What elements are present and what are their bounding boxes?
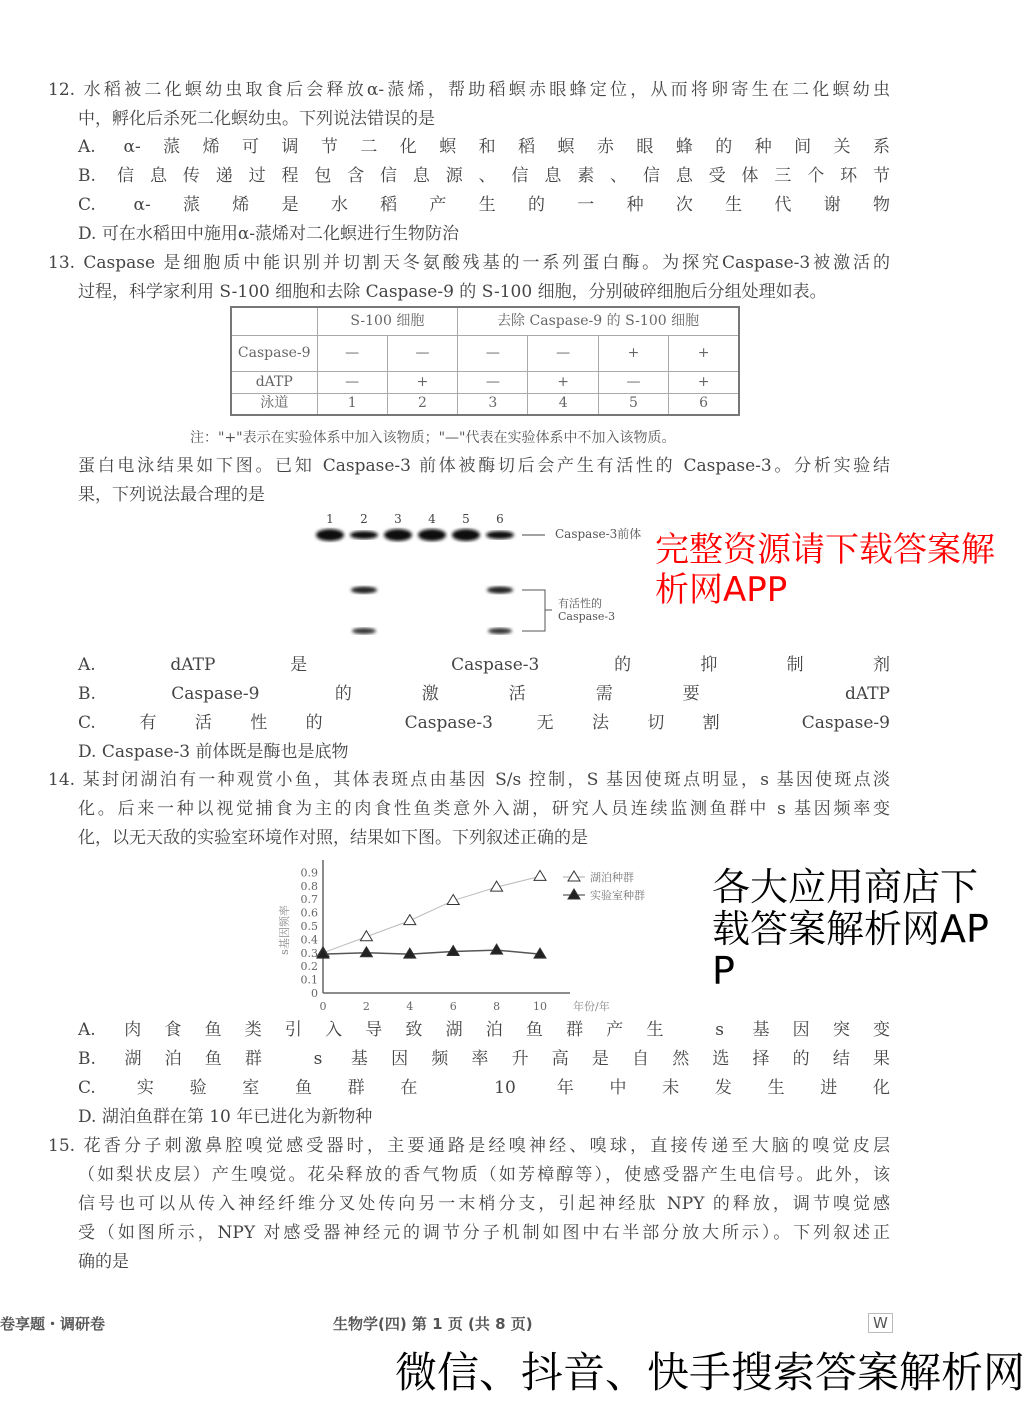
- x-tick-label: 2: [362, 1000, 370, 1013]
- table-note: 注："+"表示在实验体系中加入该物质；"—"代表在实验体系中不加入该物质。: [190, 430, 676, 446]
- row-label: 泳道: [231, 393, 317, 415]
- table-corner: [231, 307, 317, 335]
- lane-number: 6: [496, 512, 504, 526]
- y-tick-label: 0.7: [300, 893, 318, 907]
- data-point: [404, 915, 416, 925]
- question-14-option: A. 肉食鱼类引入导致湖泊鱼群产生 s 基因突变: [78, 1020, 890, 1040]
- lane-number: 5: [462, 512, 470, 526]
- watermark-center: 完整资源请下载答案解析网APP: [655, 530, 995, 610]
- table-cell: —: [387, 335, 457, 371]
- question-13-continuation: 蛋白电泳结果如下图。已知 Caspase-3 前体被酶切后会产生有活性的 Caspase-3。分析实验结: [78, 456, 890, 476]
- table-header-removed: 去除 Caspase-9 的 S-100 细胞: [458, 307, 739, 335]
- x-axis-label: 年份/年: [573, 1000, 610, 1013]
- legend-label: 湖泊种群: [590, 871, 634, 884]
- question-15-text: 确的是: [78, 1252, 129, 1272]
- table-cell: +: [669, 371, 739, 393]
- question-12-option: A. α-蒎烯可调节二化螟和稻螟赤眼蜂的种间关系: [78, 137, 890, 157]
- question-13-text: 13. Caspase 是细胞质中能识别并切割天冬氨酸残基的一系列蛋白酶。为探究Caspase-3被激活的: [48, 253, 890, 273]
- lane-number: 1: [326, 512, 334, 526]
- question-12-text: 12. 水稻被二化螟幼虫取食后会释放α-蒎烯，帮助稻螟赤眼蜂定位，从而将卵寄生在二化螟幼虫: [48, 80, 890, 100]
- precursor-band: [418, 529, 446, 541]
- active-bracket: [522, 590, 552, 631]
- table-cell: +: [669, 335, 739, 371]
- watermark-top-left: 各大应用商店下载答案解析网APP: [712, 865, 989, 993]
- lane-number: 3: [394, 512, 402, 526]
- table-row: [231, 335, 739, 371]
- question-13-option: C. 有活性的 Caspase-3 无法切割 Caspase-9: [78, 713, 890, 733]
- precursor-band: [452, 529, 480, 541]
- precursor-band: [486, 531, 514, 539]
- legend-marker: [568, 889, 580, 899]
- question-12-option: D. 可在水稻田中施用α-蒎烯对二化螟进行生物防治: [78, 224, 460, 244]
- x-tick-label: 8: [493, 1000, 501, 1013]
- question-12-option: C. α-蒎烯是水稻产生的一种次生代谢物: [78, 195, 890, 215]
- data-point: [534, 870, 546, 880]
- table-header-row: [231, 307, 739, 335]
- question-15-text: 受（如图所示，NPY 对感受器神经元的调节分子机制如图中右半部分放大所示）。下列叙述正: [78, 1223, 890, 1243]
- table-cell: 3: [458, 393, 528, 415]
- table-cell: —: [598, 371, 668, 393]
- x-tick-label: 10: [533, 1000, 547, 1013]
- data-point: [360, 931, 372, 941]
- y-tick-label: 0.6: [300, 906, 318, 920]
- table-cell: —: [317, 371, 387, 393]
- active-band-lower: [488, 628, 512, 634]
- question-14-option: C. 实验室鱼群在 10 年中未发生进化: [78, 1078, 890, 1098]
- legend-label: 实验室种群: [590, 889, 645, 902]
- table-cell: 2: [387, 393, 457, 415]
- x-tick-label: 4: [406, 1000, 414, 1013]
- y-tick-label: 0.3: [300, 946, 318, 960]
- table-cell: +: [387, 371, 457, 393]
- question-14-text: 14. 某封闭湖泊有一种观赏小鱼，其体表斑点由基因 S/s 控制，S 基因使斑点明显，s 基因使斑点淡: [48, 770, 890, 790]
- question-14-option: B. 湖泊鱼群 s 基因频率升高是自然选择的结果: [78, 1049, 890, 1069]
- lane-number: 2: [360, 512, 368, 526]
- question-13-option: B. Caspase-9 的激活需要 dATP: [78, 684, 890, 704]
- row-label: Caspase-9: [231, 335, 317, 371]
- table-cell: —: [528, 335, 598, 371]
- table-cell: +: [598, 335, 668, 371]
- table-cell: 6: [669, 393, 739, 415]
- precursor-band: [384, 529, 412, 541]
- y-tick-label: 0.4: [300, 933, 318, 947]
- lane-number: 4: [428, 512, 436, 526]
- y-tick-label: 0: [311, 987, 318, 1000]
- question-14-option: D. 湖泊鱼群在第 10 年已进化为新物种: [78, 1107, 373, 1127]
- y-axis-label: s基因频率: [278, 905, 291, 955]
- data-point: [491, 944, 503, 954]
- active-band-lower: [352, 628, 376, 634]
- question-13-option: D. Caspase-3 前体既是酶也是底物: [78, 742, 349, 762]
- table-cell: 1: [317, 393, 387, 415]
- table-cell: —: [458, 371, 528, 393]
- y-tick-label: 0.8: [300, 879, 318, 893]
- precursor-band: [316, 529, 344, 541]
- experiment-table: [230, 306, 740, 416]
- question-14-text: 化，以无天敌的实验室环境作对照，结果如下图。下列叙述正确的是: [78, 828, 588, 848]
- y-tick-label: 0.1: [300, 973, 318, 987]
- table-row: [231, 393, 739, 415]
- question-13-text: 过程，科学家利用 S-100 细胞和去除 Caspase-9 的 S-100 细胞，分别破碎细胞后分组处理如表。: [78, 282, 827, 302]
- question-14-text: 化。后来一种以视觉捕食为主的肉食性鱼类意外入湖，研究人员连续监测鱼群中 s 基因频率变: [78, 799, 890, 819]
- footer-page: 生物学(四) 第 1 页 (共 8 页): [333, 1315, 533, 1333]
- table-cell: 5: [598, 393, 668, 415]
- precursor-band: [350, 531, 378, 539]
- data-point: [447, 945, 459, 955]
- question-13-continuation: 果，下列说法最合理的是: [78, 485, 265, 505]
- question-13-option: A. dATP 是 Caspase-3 的抑制剂: [78, 655, 890, 675]
- active-label: 有活性的Caspase-3: [558, 597, 616, 623]
- table-cell: —: [317, 335, 387, 371]
- question-12-option: B. 信息传递过程包含信息源、信息素、信息受体三个环节: [78, 166, 890, 186]
- x-tick-label: 0: [319, 1000, 327, 1013]
- question-15-text: （如梨状皮层）产生嗅觉。花朵释放的香气物质（如芳樟醇等），使感受器产生电信号。此外，该: [78, 1165, 890, 1185]
- x-tick-label: 6: [449, 1000, 457, 1013]
- question-15-text: 15. 花香分子刺激鼻腔嗅觉感受器时，主要通路是经嗅神经、嗅球，直接传递至大脑的嗅觉皮层: [48, 1136, 890, 1156]
- y-tick-label: 0.2: [300, 960, 318, 974]
- footer-mark: W: [868, 1313, 893, 1333]
- question-15-text: 信号也可以从传入神经纤维分叉处传向另一末梢分支，引起神经肽 NPY 的释放，调节嗅觉感: [78, 1194, 890, 1214]
- watermark-bottom-right: 微信、抖音、快手搜索答案解析网: [395, 1348, 1025, 1397]
- row-label: dATP: [231, 371, 317, 393]
- footer-left: 卷享题・调研卷: [0, 1315, 106, 1333]
- active-band-upper: [351, 587, 377, 594]
- series-line: [323, 876, 540, 952]
- active-band-upper: [487, 587, 513, 594]
- y-tick-label: 0.9: [300, 866, 318, 880]
- legend-marker: [568, 871, 580, 881]
- data-point: [360, 947, 372, 957]
- series-line: [323, 950, 540, 954]
- table-header-s100: S-100 细胞: [317, 307, 458, 335]
- table-cell: 4: [528, 393, 598, 415]
- table-row: [231, 371, 739, 393]
- y-tick-label: 0.5: [300, 920, 318, 933]
- precursor-label: Caspase-3前体: [555, 527, 642, 541]
- table-cell: —: [458, 335, 528, 371]
- line-chart: [280, 850, 700, 1020]
- table-cell: +: [528, 371, 598, 393]
- question-12-text: 中，孵化后杀死二化螟幼虫。下列说法错误的是: [78, 109, 435, 129]
